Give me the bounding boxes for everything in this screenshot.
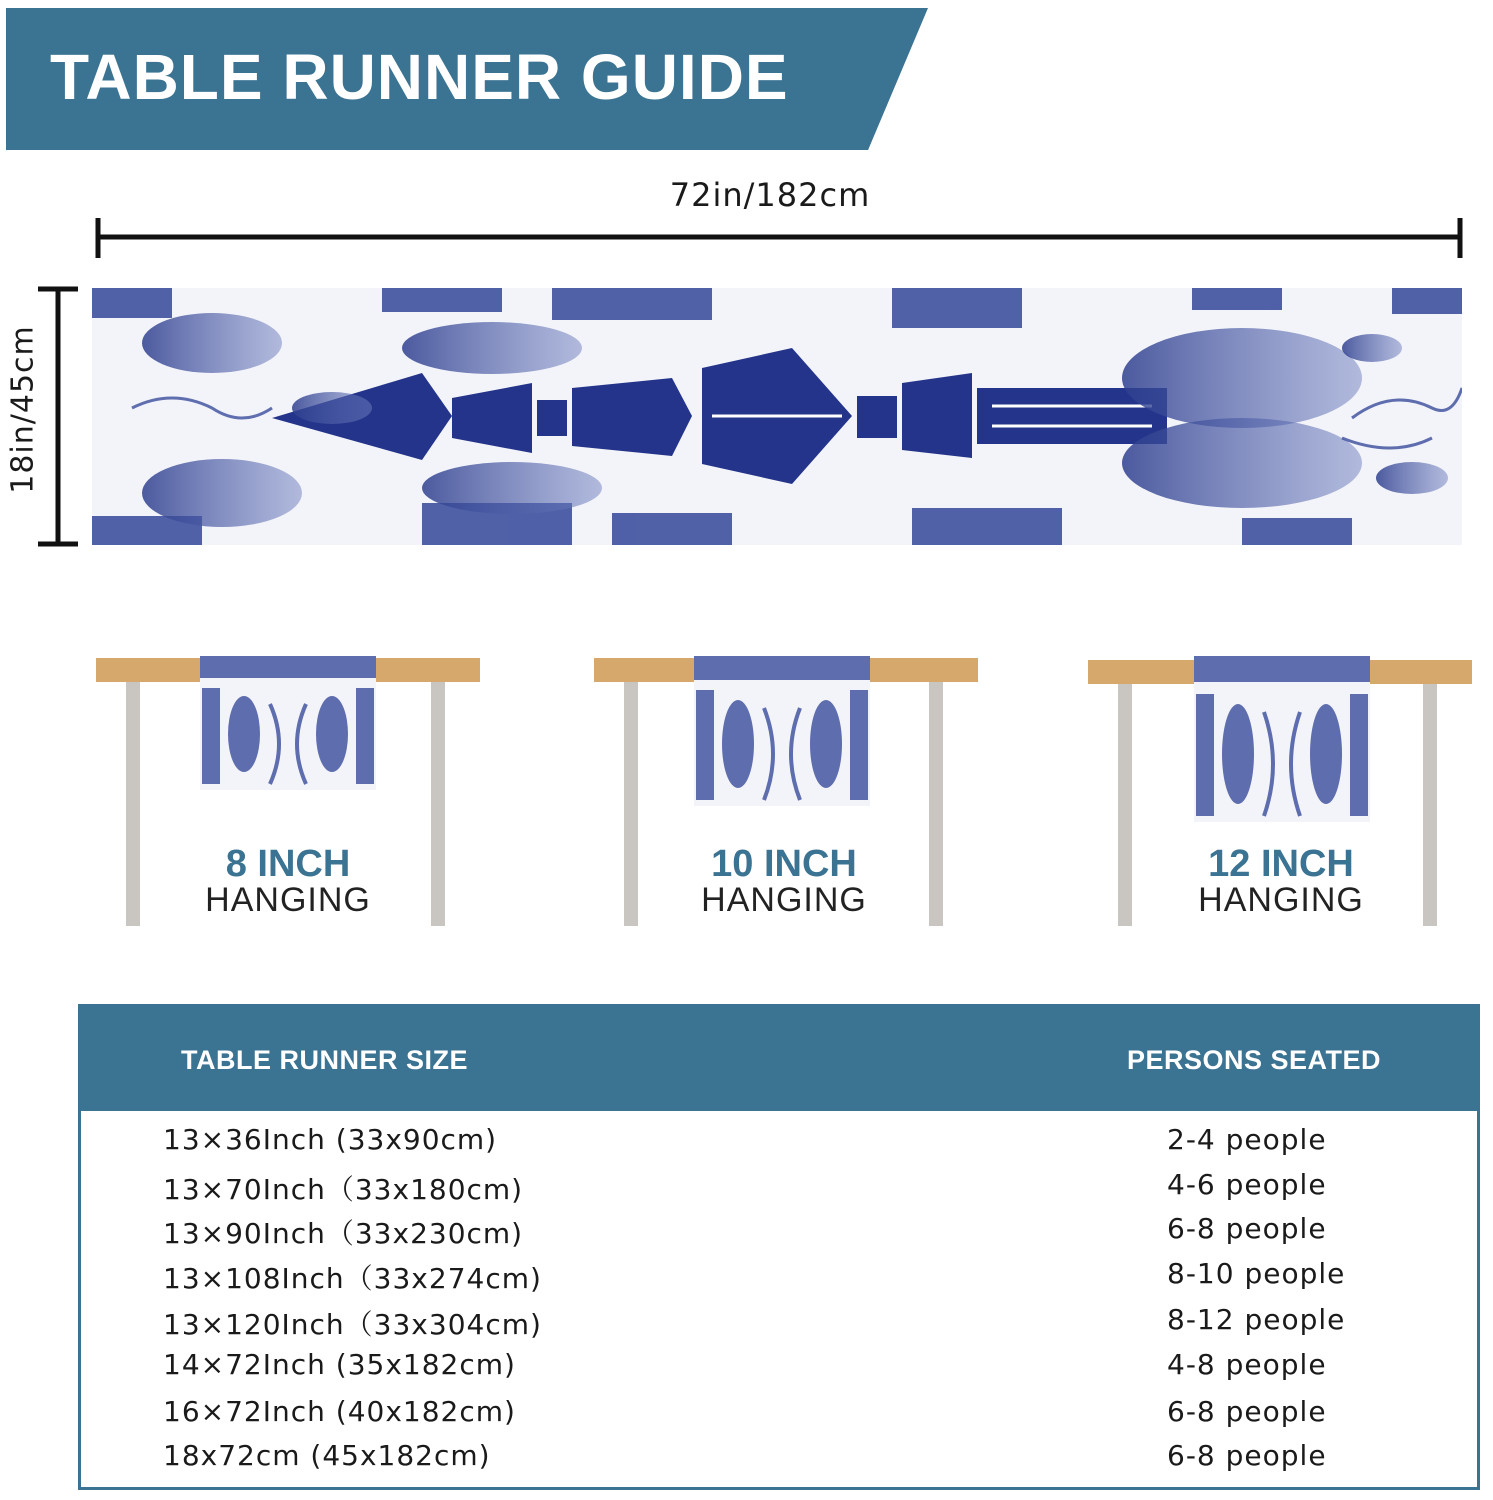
- hanging-12-value: 12 INCH: [1208, 843, 1354, 885]
- height-dimension-line: [34, 286, 80, 548]
- row-size: 13×36Inch (33x90cm): [163, 1123, 498, 1156]
- table-row: [81, 1303, 1477, 1347]
- row-size: 13×70Inch（33x180cm): [163, 1173, 524, 1206]
- hanging-8-label: HANGING: [205, 881, 371, 919]
- header-table-runner-size: TABLE RUNNER SIZE: [181, 1045, 469, 1075]
- table-row: [81, 1212, 1477, 1256]
- hanging-10-value: 10 INCH: [711, 843, 857, 885]
- row-size: 13×120Inch（33x304cm): [163, 1308, 542, 1341]
- hanging-10-label: HANGING: [701, 881, 867, 919]
- row-size: 13×90Inch（33x230cm): [163, 1217, 524, 1250]
- row-persons: 6-8 people: [1167, 1439, 1327, 1472]
- hanging-8-value: 8 INCH: [225, 843, 351, 885]
- size-table: [78, 1004, 1480, 1490]
- table-row: [81, 1123, 1477, 1167]
- table-row: [81, 1348, 1477, 1392]
- row-persons: 8-10 people: [1167, 1257, 1346, 1290]
- size-table-header: [81, 1007, 1477, 1111]
- header-persons-seated: PERSONS SEATED: [1127, 1045, 1382, 1075]
- table-row: [81, 1168, 1477, 1212]
- table-runner-pattern: [92, 288, 1462, 545]
- page-title: TABLE RUNNER GUIDE: [50, 41, 789, 113]
- row-persons: 4-6 people: [1167, 1168, 1327, 1201]
- row-size: 13×108Inch（33x274cm): [163, 1262, 542, 1295]
- hanging-12-label: HANGING: [1198, 881, 1364, 919]
- row-persons: 6-8 people: [1167, 1395, 1327, 1428]
- table-row: [81, 1395, 1477, 1439]
- row-persons: 2-4 people: [1167, 1123, 1327, 1156]
- row-size: 18x72cm (45x182cm): [163, 1439, 491, 1472]
- row-persons: 8-12 people: [1167, 1303, 1346, 1336]
- row-size: 14×72Inch (35x182cm): [163, 1348, 516, 1381]
- row-size: 16×72Inch (40x182cm): [163, 1395, 516, 1428]
- row-persons: 6-8 people: [1167, 1212, 1327, 1245]
- width-dimension-label: 72in/182cm: [669, 176, 871, 214]
- row-persons: 4-8 people: [1167, 1348, 1327, 1381]
- width-dimension-line: [90, 214, 1470, 260]
- table-row: [81, 1257, 1477, 1301]
- table-row: [81, 1439, 1477, 1483]
- height-dimension-label: 18in/45cm: [5, 325, 41, 494]
